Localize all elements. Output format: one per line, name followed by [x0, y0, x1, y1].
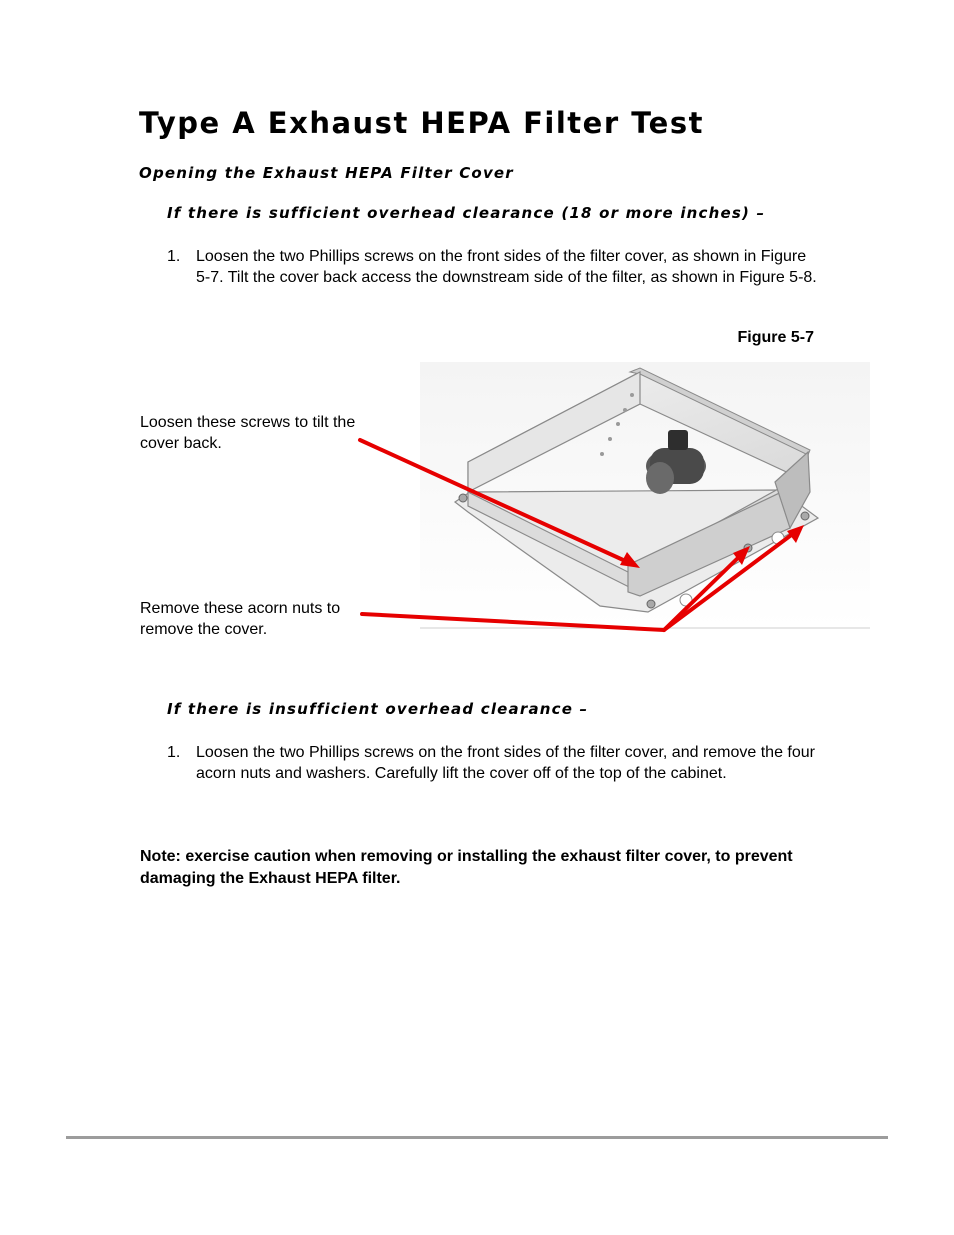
callout-screws: Loosen these screws to tilt the cover back. [140, 414, 356, 452]
sufficient-clearance-heading: If there is sufficient overhead clearance (18 or more inches) – [167, 204, 766, 222]
callout-nuts: Remove these acorn nuts to remove the cover. [140, 600, 341, 638]
step-text: Loosen the two Phillips screws on the front sides of the filter cover, and remove the four acorn nuts and washers. Carefully lift the cover off of the top of the cabinet. [196, 744, 815, 782]
caution-note: Note: exercise caution when removing or installing the exhaust filter cover, to prevent damaging the Exhaust HEPA filter. [140, 848, 793, 887]
step-number: 1. [167, 744, 181, 761]
figure-caption: Figure 5-7 [737, 329, 814, 346]
step-number: 1. [167, 248, 181, 265]
section-heading: Opening the Exhaust HEPA Filter Cover [139, 164, 514, 182]
footer-rule [66, 1136, 888, 1139]
insufficient-clearance-heading: If there is insufficient overhead clearance – [167, 700, 589, 718]
step-text: Loosen the two Phillips screws on the front sides of the filter cover, as shown in Figure 5-7. Tilt the cover back access the downstream side of the filter, as shown in Figure 5-8. [196, 248, 817, 286]
page-title: Type A Exhaust HEPA Filter Test [139, 106, 704, 140]
